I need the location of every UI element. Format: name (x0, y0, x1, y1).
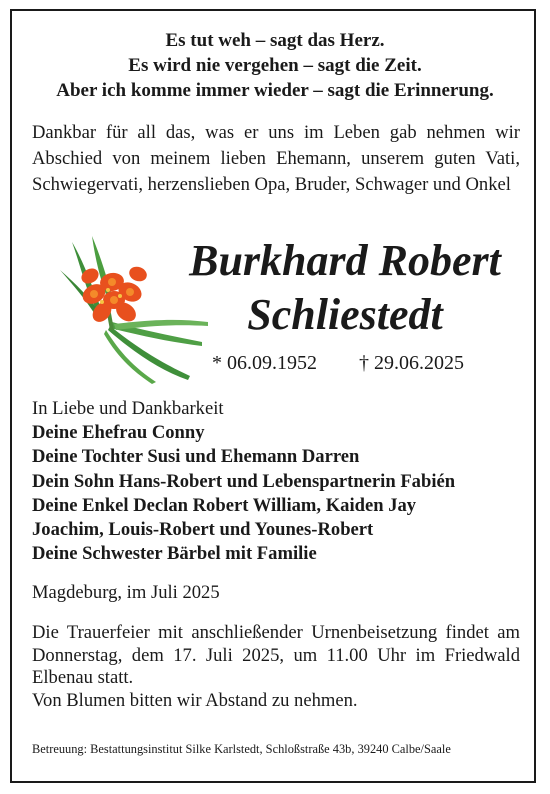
death-date: † 29.06.2025 (359, 352, 464, 374)
name-line: Burkhard Robert (189, 236, 501, 285)
funeral-home-credit: Betreuung: Bestattungsinstitut Silke Karlstedt, Schloßstraße 43b, 39240 Calbe/Saale (32, 742, 451, 756)
mourner-line: Deine Tochter Susi und Ehemann Darren (32, 446, 360, 468)
mourner-line: Dein Sohn Hans-Robert und Lebenspartnerin Fabién (32, 470, 456, 492)
intro-text: Dankbar für all das, was er uns im Leben gab nehmen wir Abschied von meinem lieben Ehemann, unserem guten Vati, Schwiegervati, herzenslieben Opa, Bruder, Schwager und Onkel (32, 122, 520, 195)
flowers-note: Von Blumen bitten wir Abstand zu nehmen. (32, 689, 358, 711)
mourners-list (32, 397, 522, 566)
mourner-line: Joachim, Louis-Robert und Younes-Robert (32, 519, 374, 541)
mourner-line: Deine Enkel Declan Robert William, Kaiden Jay (32, 494, 417, 516)
place-and-date: Magdeburg, im Juli 2025 (32, 582, 220, 603)
mourners-intro: In Liebe und Dankbarkeit (32, 398, 224, 419)
name-line: Schliestedt (247, 290, 443, 339)
birth-date: * 06.09.1952 (212, 352, 317, 374)
motto-line: Es tut weh – sagt das Herz. (165, 30, 385, 51)
mourner-line: Deine Ehefrau Conny (32, 422, 205, 444)
funeral-text: Die Trauerfeier mit anschließender Urnenbeisetzung findet am Donnerstag, dem 17. Juli 2025, um 11.00 Uhr im Friedwald Elbenau statt. (32, 622, 520, 689)
life-dates (212, 350, 464, 376)
funeral-info (32, 622, 520, 712)
deceased-name (165, 234, 525, 342)
mourner-line: Deine Schwester Bärbel mit Familie (32, 543, 317, 565)
motto-line: Aber ich komme immer wieder – sagt die Erinnerung. (56, 80, 494, 101)
motto (0, 28, 550, 103)
motto-line: Es wird nie vergehen – sagt die Zeit. (128, 55, 422, 76)
